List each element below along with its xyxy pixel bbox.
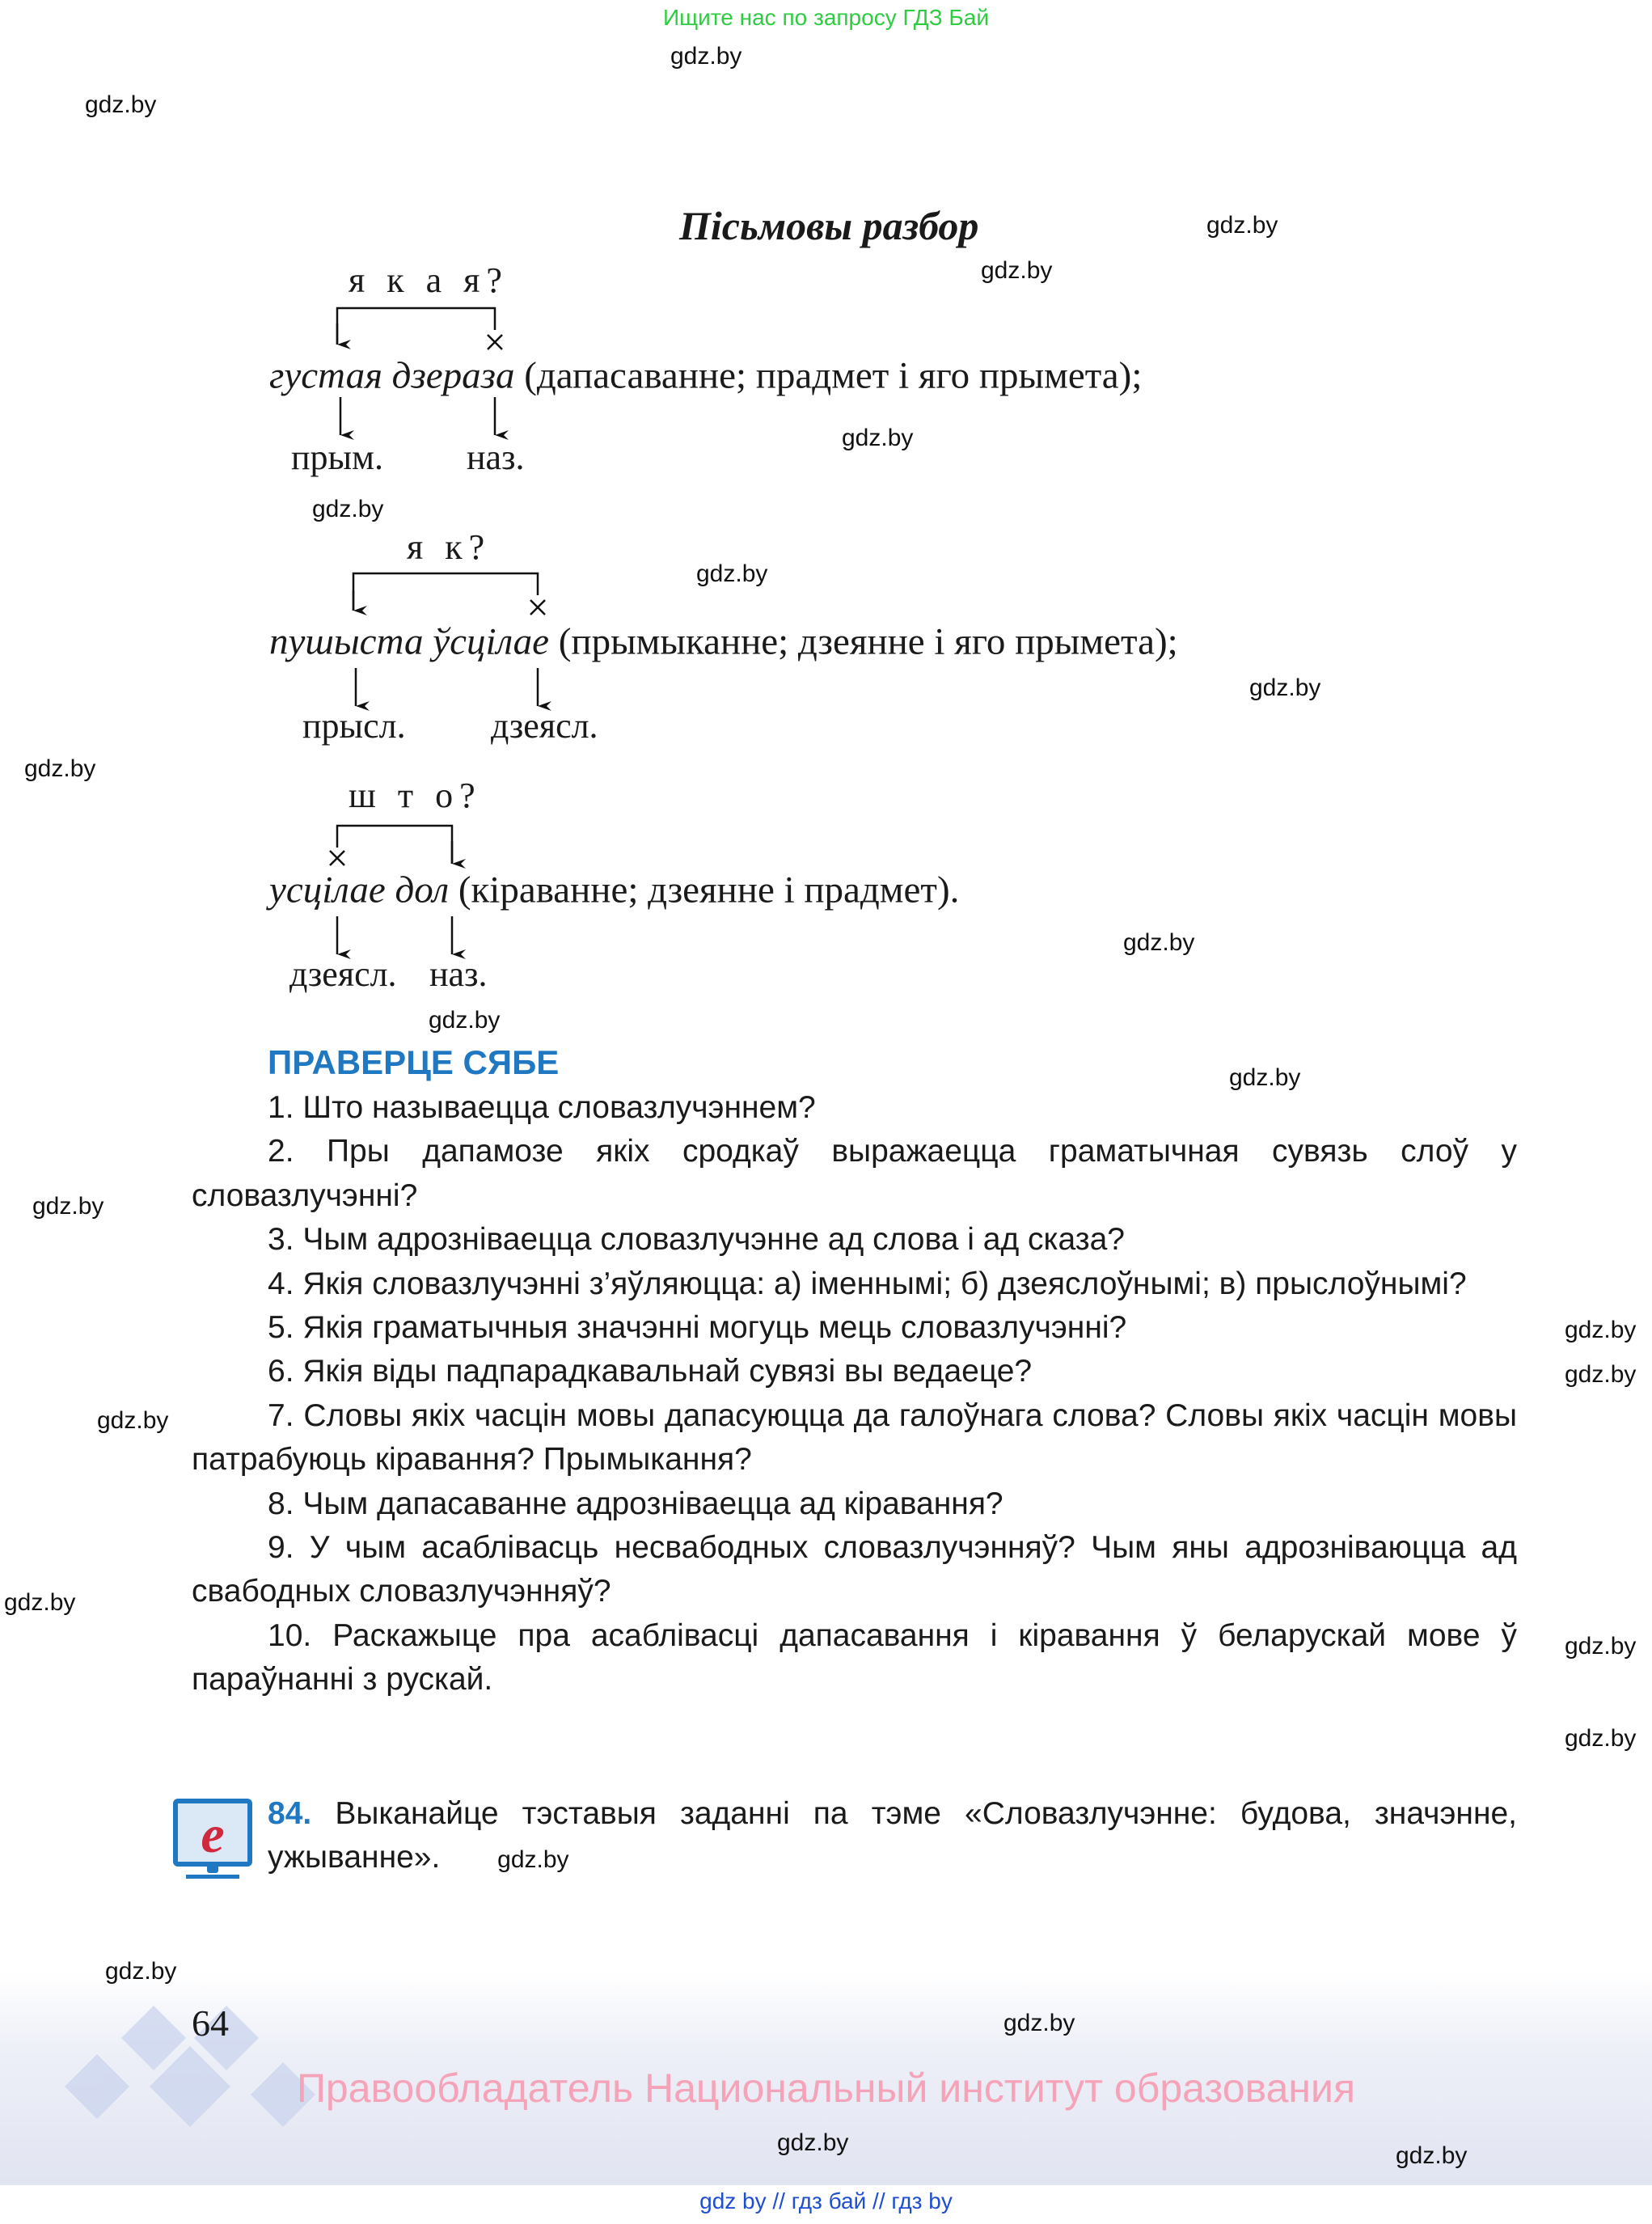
task-84 (268, 1792, 1517, 1880)
watermark: gdz.by (981, 257, 1053, 284)
question-item: 3. Чым адрозніваецца словазлучэнне ад слова і ад сказа? (268, 1222, 1125, 1258)
right-label-2: дзеясл. (491, 706, 598, 746)
question-item: 7. Словы якіх часцін мовы дапасуюцца да галоўнага слова? Словы якіх часцін мовы патрабуюць кіравання? Прымыкання? (192, 1397, 1517, 1478)
question-item: 1. Што называецца словазлучэннем? (268, 1090, 816, 1125)
left-label-2: прысл. (302, 706, 406, 746)
watermark: gdz.by (497, 1846, 569, 1874)
watermark: gdz.by (1249, 674, 1321, 701)
question-word-1: я к а я? (349, 260, 509, 300)
watermark: gdz.by (1565, 1361, 1637, 1388)
right-label-3: наз. (429, 954, 488, 994)
watermark: gdz.by (97, 1407, 169, 1434)
watermark: gdz.by (1565, 1725, 1637, 1752)
watermark: gdz.by (105, 1958, 177, 1985)
watermark: gdz.by (1396, 2142, 1468, 2169)
watermark: gdz.by (1003, 2010, 1075, 2036)
rights-notice: Правообладатель Национальный институт образования (296, 2065, 1356, 2111)
question-item: 8. Чым дапасаванне адрозніваецца ад кіравання? (268, 1486, 1003, 1521)
watermark: gdz.by (670, 43, 742, 70)
bracket-3 (337, 826, 452, 864)
search-banner[interactable]: Ищите нас по запросу ГДЗ Бай (662, 5, 990, 30)
watermark: gdz.by (32, 1193, 104, 1220)
question-word-3: ш т о? (349, 776, 482, 815)
question-item: 5. Якія граматычныя значэнні могуць мець словазлучэнні? (268, 1310, 1127, 1346)
check-yourself-heading: ПРАВЕРЦЕ СЯБЕ (268, 1043, 560, 1081)
question-item: 2. Пры дапамозе якіх сродкаў выражаецца граматычная сувязь слоў у словазлучэнні? (192, 1134, 1517, 1213)
watermark: gdz.by (1206, 212, 1278, 239)
question-item: 6. Якія віды падпарадкавальнай сувязі вы ведаеце? (268, 1354, 1033, 1389)
phrase-line-3 (269, 869, 960, 911)
phrase-description-3: (кіраванне; дзеянне і прадмет). (458, 869, 960, 911)
left-label-3: дзеясл. (289, 954, 397, 994)
watermark: gdz.by (85, 91, 157, 118)
task-number: 84. (268, 1796, 312, 1831)
watermark: gdz.by (1123, 929, 1195, 956)
phrase-description-1: (дапасаванне; прадмет і яго прымета); (524, 354, 1143, 397)
phrase-description-2: (прымыканне; дзеянне і яго прымета); (558, 620, 1178, 663)
question-word-2: я к? (407, 527, 492, 567)
section-title: Пісьмовы разбор (679, 203, 979, 248)
phrase-line-1 (269, 354, 1143, 397)
task-text: Выканайце тэставыя заданні па тэме «Словазлучэнне: будова, значэнне, ужыванне». (268, 1796, 1518, 1875)
footer-links[interactable]: gdz by // гдз бай // гдз by (699, 2188, 953, 2213)
watermark: gdz.by (24, 755, 96, 782)
phrase-2: пушыста ўсцілае (269, 620, 550, 663)
question-item: 10. Раскажыце пра асаблівасці дапасавання і кіравання ў беларускай мове ў параўнанні з рускай. (192, 1617, 1517, 1698)
question-item: 9. У чым асаблівасць несвабодных словазлучэнняў? Чым яны адрозніваюцца ад свабодных словазлучэнняў? (192, 1530, 1517, 1609)
e-learning-monitor-icon[interactable] (173, 1799, 252, 1881)
bracket-2 (353, 573, 538, 611)
watermark: gdz.by (842, 425, 914, 451)
watermark: gdz.by (1565, 1633, 1637, 1660)
question-item: 4. Якія словазлучэнні з’яўляюцца: а) іменнымі; б) дзеяслоўнымі; в) прыслоўнымі? (268, 1266, 1467, 1301)
bracket-1 (337, 308, 495, 345)
phrase-3: усцілае дол (269, 869, 450, 911)
phrase-line-2 (269, 620, 1178, 663)
watermark: gdz.by (1565, 1317, 1637, 1343)
watermark: gdz.by (312, 496, 384, 522)
watermark: gdz.by (4, 1589, 76, 1616)
page-number: 64 (192, 2002, 229, 2044)
right-label-1: наз. (467, 438, 525, 477)
watermark: gdz.by (696, 560, 768, 587)
left-label-1: прым. (291, 438, 383, 477)
watermark: gdz.by (1229, 1064, 1301, 1091)
phrase-1: густая дзераза (269, 354, 515, 397)
watermark: gdz.by (429, 1007, 501, 1034)
watermark: gdz.by (777, 2129, 849, 2156)
review-questions (192, 1086, 1517, 1702)
svg-text:e: e (201, 1805, 225, 1864)
